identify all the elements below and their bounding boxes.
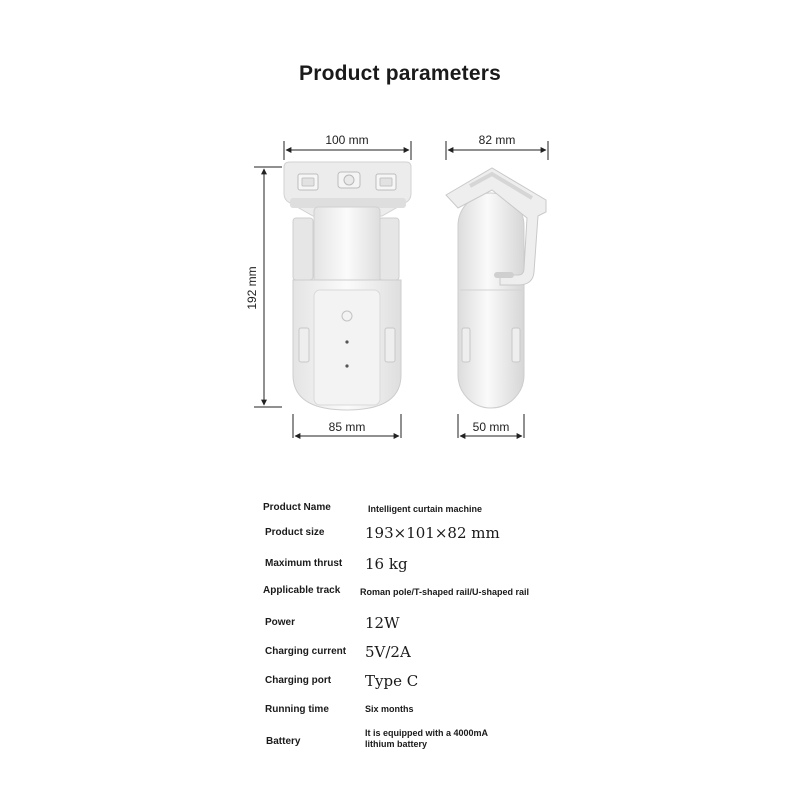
spec-value: Type C bbox=[365, 672, 419, 690]
spec-value: 5V/2A bbox=[365, 643, 411, 661]
spec-label: Charging current bbox=[265, 646, 347, 657]
spec-label: Maximum thrust bbox=[265, 558, 343, 569]
dim-bottom-side: 50 mm bbox=[472, 420, 510, 434]
spec-row-charging-port bbox=[0, 672, 800, 702]
dim-top-front: 100 mm bbox=[325, 133, 369, 147]
spec-row-battery bbox=[0, 728, 800, 758]
spec-label: Power bbox=[265, 617, 296, 628]
spec-value-line2: lithium battery bbox=[365, 739, 428, 749]
spec-label: Charging port bbox=[265, 675, 332, 686]
dim-bottom-front: 85 mm bbox=[328, 420, 366, 434]
spec-value: Six months bbox=[365, 704, 414, 714]
spec-value: Roman pole/T-shaped rail/U-shaped rail bbox=[360, 587, 530, 597]
spec-row-maximum-thrust bbox=[0, 555, 800, 585]
spec-label: Battery bbox=[266, 736, 301, 747]
dim-height: 192 mm bbox=[245, 266, 259, 310]
spec-value: 16 kg bbox=[365, 555, 408, 573]
spec-label: Product Name bbox=[263, 502, 331, 513]
spec-row-product-size bbox=[0, 524, 800, 554]
spec-label: Applicable track bbox=[263, 585, 341, 596]
front-view-device bbox=[284, 162, 411, 410]
spec-value-line1: It is equipped with a 4000mA bbox=[365, 728, 489, 738]
spec-row-charging-current bbox=[0, 643, 800, 673]
page-title: Product parameters bbox=[298, 62, 501, 85]
spec-label: Product size bbox=[265, 527, 325, 538]
spec-label: Running time bbox=[265, 704, 329, 715]
spec-value: 12W bbox=[365, 614, 400, 632]
spec-value: 193×101×82 mm bbox=[365, 524, 500, 542]
dim-top-side: 82 mm bbox=[478, 133, 516, 147]
spec-row-applicable-track bbox=[0, 584, 800, 614]
spec-value: Intelligent curtain machine bbox=[368, 504, 483, 514]
spec-row-power bbox=[0, 614, 800, 644]
spec-row-running-time bbox=[0, 701, 800, 731]
side-view-device bbox=[446, 168, 546, 408]
